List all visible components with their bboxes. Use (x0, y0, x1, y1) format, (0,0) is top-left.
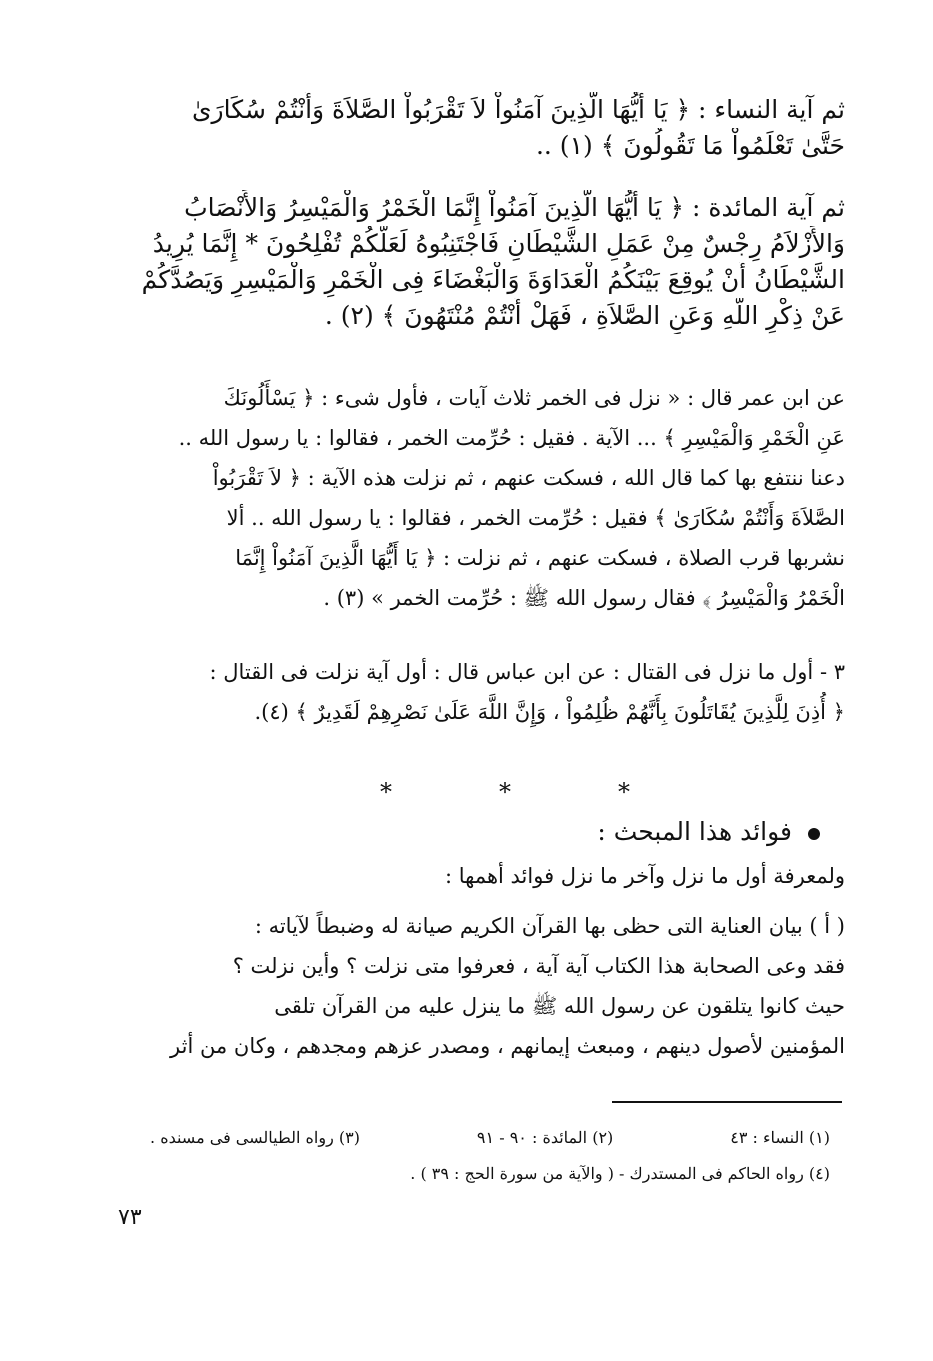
text-line: نشربها قرب الصلاة ، فسكت عنهم ، ثم نزلت : ﴿ يَا أَيُّهَا الَّذِينَ آمَنُواْ إِنَّمَا (235, 546, 845, 570)
text-line: عَنِ الْخَمْرِ وَالْمَيْسِرِ ﴾ ... الآية . فقيل : حُرِّمت الخمر ، فقالوا : يا رسول الله .. (178, 426, 845, 450)
text-line: الشَّيْطَانُ أَنْ يُوقِعَ بَيْنَكُمُ الْعَدَاوَةَ وَالْبَغْضَاءَ فِى الْخَمْرِ وَالْمَيْسِرِ وَيَصُدَّكُمْ (141, 265, 845, 294)
text-line: عن ابن عمر قال : « نزل فى الخمر ثلاث آيات ، فأول شىء : ﴿ يَسْأَلُونَكَ (223, 386, 845, 410)
footnote-row (150, 1120, 830, 1156)
text-line: ٣ - أول ما نزل فى القتال : عن ابن عباس قال : أول آية نزلت فى القتال : (209, 660, 845, 684)
text-line: عَنْ ذِكْرِ اللَّهِ وَعَنِ الصَّلاَةِ ، فَهَلْ أَنْتُمْ مُنْتَهُونَ ﴾ (٢) . (324, 301, 845, 330)
paragraph-ibn-umar (125, 378, 845, 618)
text-line: فقد وعى الصحابة هذا الكتاب آية آية ، فعرفوا متى نزلت ؟ وأين نزلت ؟ (232, 954, 845, 978)
text-line: ( أ ) بيان العناية التى حظى بها القرآن الكريم صيانة له وضبطاً لآياته : (254, 914, 845, 938)
text-line: ولمعرفة أول ما نزل وآخر ما نزل فوائد أهمها : (444, 864, 845, 888)
separator-star: * (499, 778, 511, 806)
heading-text: فوائد هذا المبحث : (597, 817, 792, 846)
footnote-4: (٤) رواه الحاكم فى المستدرك - ( والآية من سورة الحج : ٣٩ ) . (410, 1164, 830, 1183)
paragraph-qital (125, 652, 845, 732)
text-line: ثم آية المائدة : ﴿ يَا أَيُّهَا الَّذِينَ آمَنُواْ إِنَّمَا الْخَمْرُ وَالْمَيْسِرُ وَالأَنْصَابُ (184, 193, 845, 222)
footnote-divider (612, 1101, 842, 1103)
separator-star: * (618, 778, 630, 806)
footnote-row (150, 1156, 830, 1192)
footnote-2: (٢) المائدة : ٩٠ - ٩١ (476, 1128, 614, 1147)
section-heading (470, 812, 820, 852)
paragraph-maidah (125, 190, 845, 334)
bullet-icon (808, 828, 820, 840)
text-line: ﴿ أُذِنَ لِلَّذِينَ يُقَاتَلُونَ بِأَنَّهُمْ ظُلِمُواْ ، وَإِنَّ اللَّهَ عَلَىٰ نَصْرِهِمْ لَقَدِيرٌ ﴾ (٤). (254, 700, 845, 724)
text-line: دعنا ننتفع بها كما قال الله ، فسكت عنهم ، ثم نزلت هذه الآية : ﴿ لاَ تَقْرَبُواْ (212, 466, 845, 490)
intro-line (125, 856, 845, 896)
text-line: الصَّلاَةَ وَأَنْتُمْ سُكَارَىٰ ﴾ فقيل : حُرِّمت الخمر ، فقالوا : يا رسول الله .. ألا (226, 506, 845, 530)
footnote-3: (٣) رواه الطيالسى فى مسنده . (150, 1128, 360, 1147)
separator-star: * (380, 778, 392, 806)
page-number: ٧٣ (118, 1205, 142, 1230)
text-line: المؤمنين لأصول دينهم ، ومبعث إيمانهم ، ومصدر عزهم ومجدهم ، وكان من أثر (170, 1034, 845, 1058)
text-line: الْخَمْرُ وَالْمَيْسِرُ ﴾ فقال رسول الله ﷺ : حُرِّمت الخمر » (٣) . (323, 586, 845, 610)
footnote-1: (١) النساء : ٤٣ (730, 1128, 830, 1147)
text-line: حيث كانوا يتلقون عن رسول الله ﷺ ما ينزل عليه من القرآن تلقى (274, 994, 845, 1018)
paragraph-nisa (125, 92, 845, 164)
footnotes (150, 1120, 830, 1192)
paragraph-benefit-a (125, 906, 845, 1066)
text-line: حَتَّىٰ تَعْلَمُواْ مَا تَقُولُونَ ﴾ (١) .. (535, 131, 845, 160)
text-line: ثم آية النساء : ﴿ يَا أَيُّهَا الَّذِينَ آمَنُواْ لاَ تَقْرَبُواْ الصَّلاَةَ وَأَنْتُمْ سُكَارَىٰ (191, 95, 845, 124)
section-separator (380, 778, 630, 808)
text-line: وَالأَزْلاَمُ رِجْسٌ مِنْ عَمَلِ الشَّيْطَانِ فَاجْتَنِبُوهُ لَعَلَّكُمْ تُفْلِحُونَ * إِنَّمَا يُرِيدُ (152, 229, 845, 258)
